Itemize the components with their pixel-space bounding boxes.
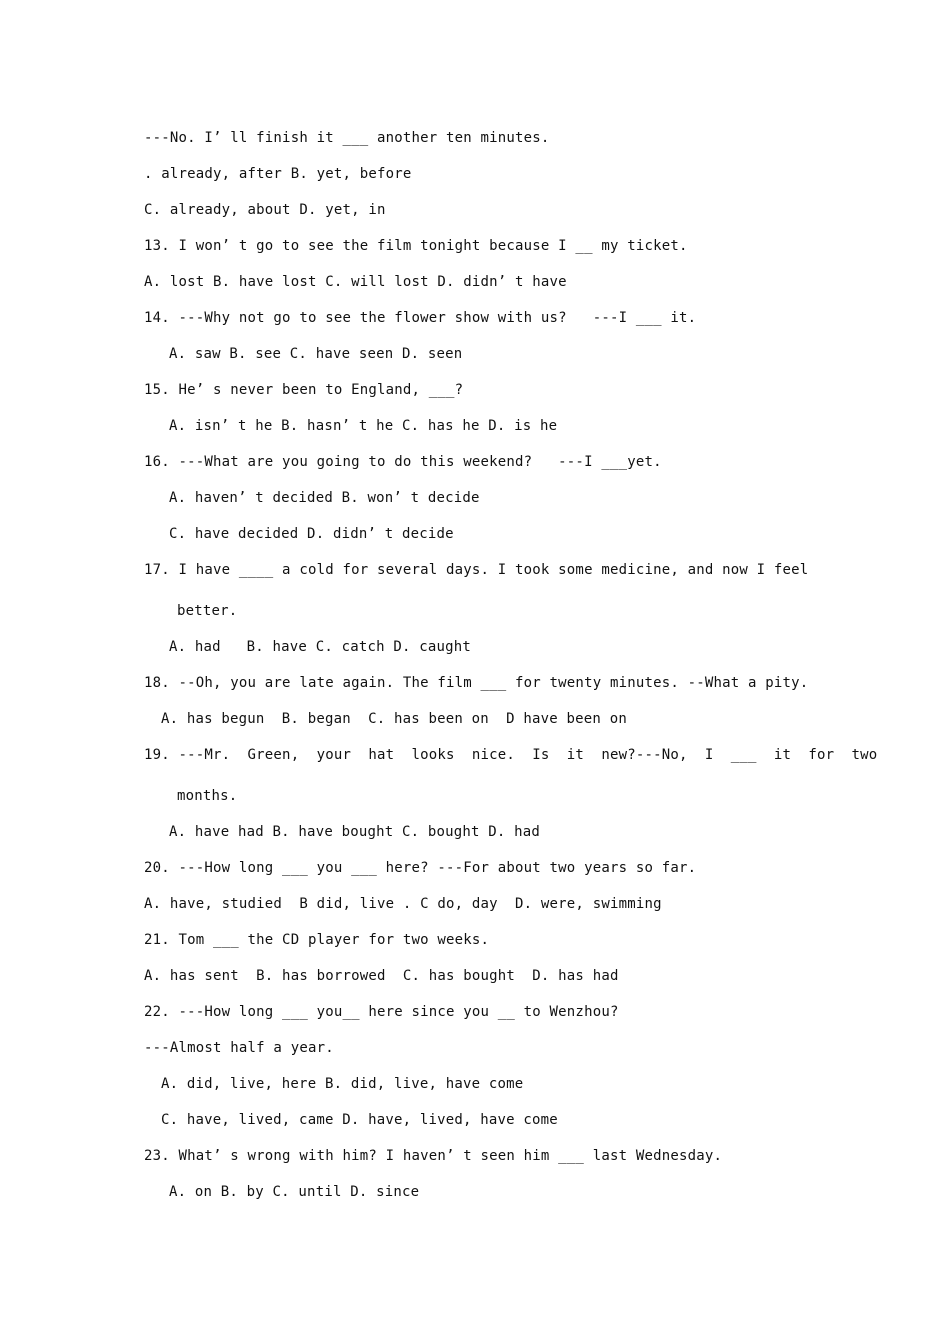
question-21: 21. Tom ___ the CD player for two weeks. (144, 932, 490, 948)
options-22-cd: C. have, lived, came D. have, lived, have come (161, 1112, 558, 1128)
question-17: 17. I have ____ a cold for several days. I took some medicine, and now I feel (144, 562, 809, 578)
options-19: A. have had B. have bought C. bought D. had (169, 824, 541, 840)
options-16-cd: C. have decided D. didn’ t decide (169, 526, 454, 542)
options-17: A. had B. have C. catch D. caught (169, 639, 472, 655)
text-line: C. already, about D. yet, in (144, 202, 386, 218)
options-22-ab: A. did, live, here B. did, live, have come (161, 1076, 524, 1092)
options-21: A. has sent B. has borrowed C. has bought D. has had (144, 968, 619, 984)
question-18: 18. --Oh, you are late again. The film ___ for twenty minutes. --What a pity. (144, 675, 809, 691)
question-19: 19. ---Mr. Green, your hat looks nice. Is it new?---No, I ___ it for two (144, 747, 878, 763)
question-19-continued: months. (177, 788, 238, 804)
question-13: 13. I won’ t go to see the film tonight because I __ my ticket. (144, 238, 688, 254)
question-22-answer: ---Almost half a year. (144, 1040, 334, 1056)
question-23: 23. What’ s wrong with him? I haven’ t seen him ___ last Wednesday. (144, 1148, 723, 1164)
question-20: 20. ---How long ___ you ___ here? ---For about two years so far. (144, 860, 697, 876)
options-18: A. has begun B. began C. has been on D have been on (161, 711, 627, 727)
text-line: . already, after B. yet, before (144, 166, 412, 182)
options-13: A. lost B. have lost C. will lost D. didn’ t have (144, 274, 567, 290)
options-14: A. saw B. see C. have seen D. seen (169, 346, 463, 362)
text-line: ---No. I’ ll finish it ___ another ten minutes. (144, 130, 550, 146)
options-15: A. isn’ t he B. hasn’ t he C. has he D. is he (169, 418, 558, 434)
question-17-continued: better. (177, 603, 238, 619)
question-16: 16. ---What are you going to do this weekend? ---I ___yet. (144, 454, 662, 470)
options-20: A. have, studied B did, live . C do, day D. were, swimming (144, 896, 662, 912)
options-16-ab: A. haven’ t decided B. won’ t decide (169, 490, 480, 506)
question-15: 15. He’ s never been to England, ___? (144, 382, 464, 398)
question-14: 14. ---Why not go to see the flower show with us? ---I ___ it. (144, 310, 697, 326)
options-23: A. on B. by C. until D. since (169, 1184, 420, 1200)
question-22: 22. ---How long ___ you__ here since you __ to Wenzhou? (144, 1004, 619, 1020)
